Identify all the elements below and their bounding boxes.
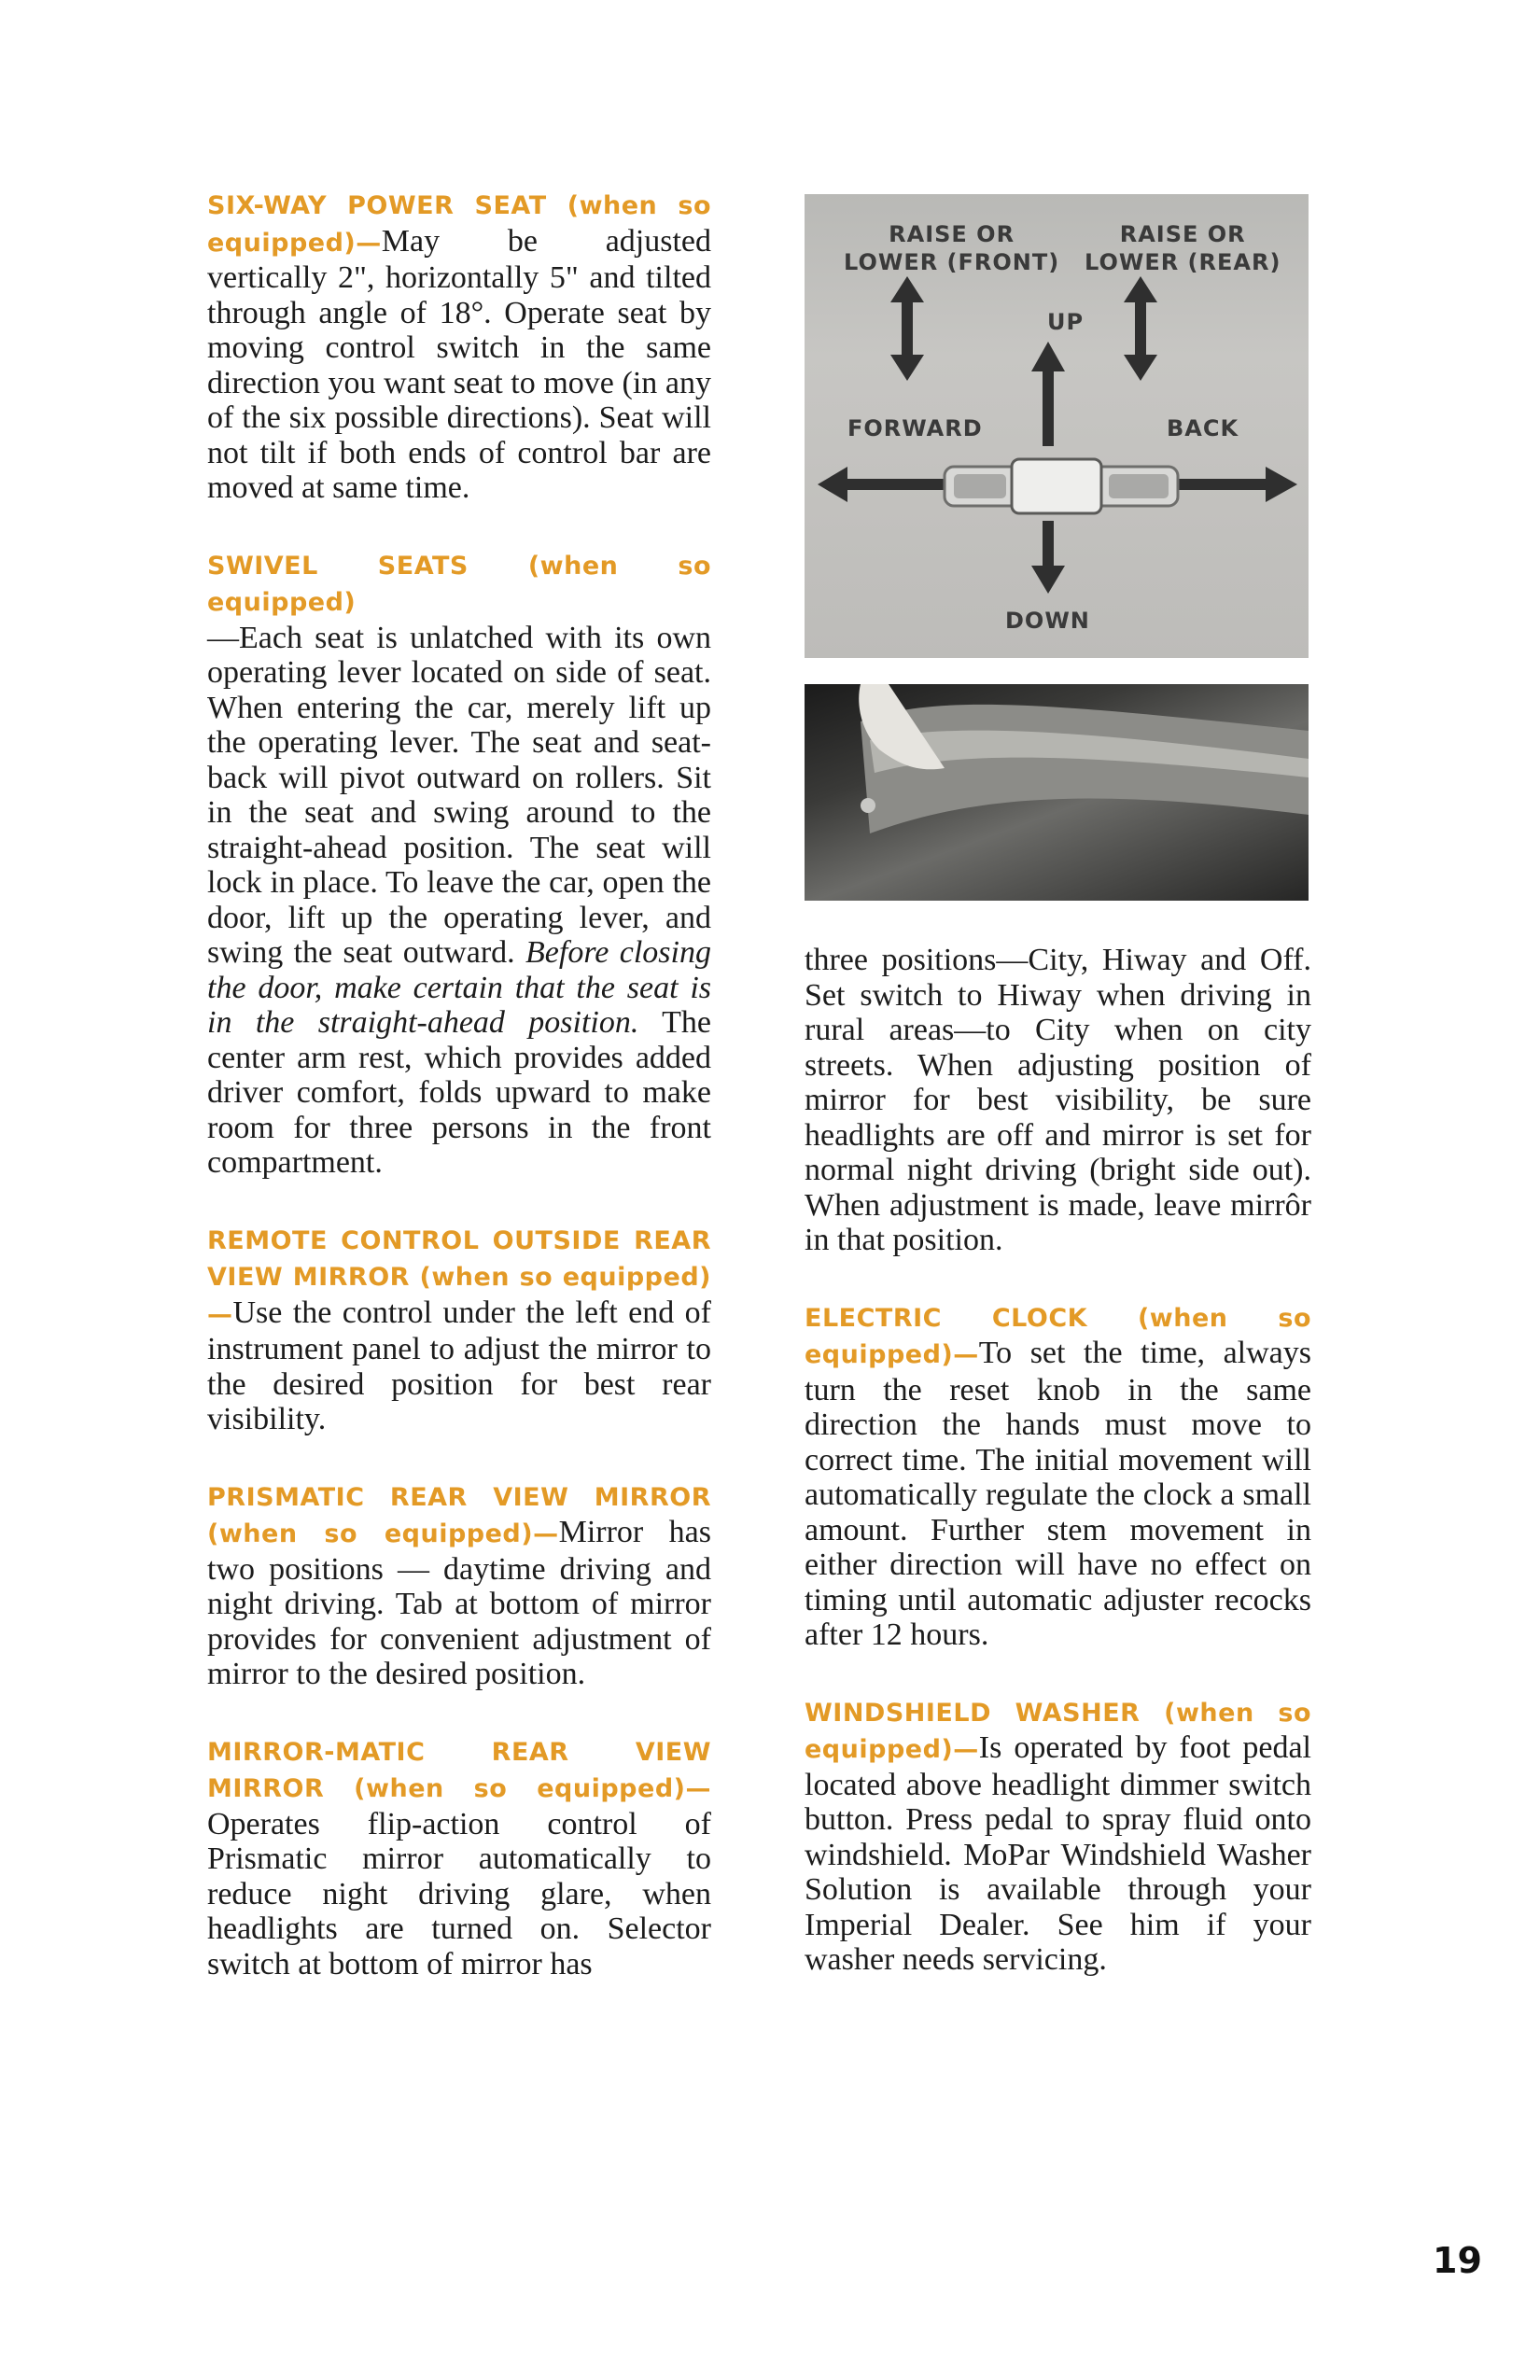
mirrormatic-section xyxy=(207,1733,711,1982)
remote-mirror-section xyxy=(207,1222,711,1437)
swivel-heading: SWIVEL SEATS (when so equipped) xyxy=(207,551,711,617)
mirrormatic-heading: MIRROR-MATIC REAR VIEW MIRROR (when so equipped)— xyxy=(207,1737,711,1803)
label-raise-front: RAISE OR LOWER (FRONT) xyxy=(844,221,1060,275)
prismatic-heading: PRISMATIC REAR VIEW MIRROR (when so equipped)— xyxy=(207,1482,711,1548)
label-back: BACK xyxy=(1167,415,1239,441)
clock-heading: ELECTRIC CLOCK (when so equipped)— xyxy=(805,1303,1311,1369)
up-arrow-icon xyxy=(1031,342,1065,446)
front-up-down-arrow-icon xyxy=(890,276,924,381)
mirrormatic-body: Operates flip-action control of Prismatic mirror automatically to reduce night driving glare, when headlights are turned on. Selector switch at bottom of mirror has xyxy=(207,1806,711,1981)
mirrormatic-continued-text: three positions—City, Hiway and Off. Set switch to Hiway when driving in rural areas—to City when on city streets. When adjusting position of mirror for best visibility, be sure headlights are off and mirror is set for normal night driving (bright side out). When adjustment is made, leave mirrôr in that position. xyxy=(805,943,1311,1257)
right-column xyxy=(805,943,1311,2019)
label-up: UP xyxy=(1047,309,1085,335)
prismatic-mirror-section xyxy=(207,1478,711,1692)
clock-body: To set the time, always turn the reset knob in the same direction the hands must move to correct time. The initial movement will automatically regulate the clock a small amount. Further stem movement in either direction will have no effect on timing until automatic adjuster recocks after 12 hours. xyxy=(805,1336,1311,1652)
windshield-washer-section xyxy=(805,1694,1311,1978)
rear-up-down-arrow-icon xyxy=(1124,276,1157,381)
seat-control-switch-icon xyxy=(945,459,1178,513)
left-column xyxy=(207,187,711,2023)
power-seat-diagram xyxy=(805,194,1309,658)
swivel-seat-photo xyxy=(805,684,1309,901)
six-way-body: May be adjusted vertically 2", horizontally 5" and tilted through angle of 18°. Operate seat by moving control switch in the same direction you want seat to move (in any of the six possible directions). Seat will not tilt if both ends of control bar are moved at same time. xyxy=(207,223,711,505)
electric-clock-section xyxy=(805,1299,1311,1653)
remote-body: Use the control under the left end of instrument panel to adjust the mirror to the desired position for best rear visibility. xyxy=(207,1295,711,1436)
washer-heading: WINDSHIELD WASHER (when so equipped)— xyxy=(805,1698,1311,1764)
hand-on-lever-image xyxy=(805,684,1309,901)
six-way-heading: SIX-WAY POWER SEAT (when so equipped)— xyxy=(207,191,711,258)
label-down: DOWN xyxy=(1005,608,1090,634)
swivel-italic-note: Before closing the door, make certain that the seat is in the straight-ahead position. xyxy=(207,935,711,1040)
label-forward: FORWARD xyxy=(847,415,983,441)
page-number: 19 xyxy=(1433,2240,1482,2281)
back-arrow-icon xyxy=(1178,467,1297,502)
prismatic-body: Mirror has two positions — daytime driving and night driving. Tab at bottom of mirror provides for convenient adjustment of mirror to the desired position. xyxy=(207,1515,711,1691)
label-raise-rear: RAISE OR LOWER (REAR) xyxy=(1085,221,1281,275)
forward-arrow-icon xyxy=(818,467,945,502)
swivel-body-2: The center arm rest, which provides added driver comfort, folds upward to make room for three persons in the front compartment. xyxy=(207,1005,711,1180)
seat-arrows-graphic xyxy=(805,194,1309,658)
swivel-body: —Each seat is unlatched with its own operating lever located on side of seat. When entering the car, merely lift up the operating lever. The seat and seat-back will pivot outward on rollers. Sit in the seat and swing around to the straight-ahead position. The seat will lock in place. To leave the car, open the door, lift up the operating lever, and swing the seat outward. xyxy=(207,620,711,970)
down-arrow-icon xyxy=(1031,521,1065,594)
remote-heading: REMOTE CONTROL OUTSIDE REAR VIEW MIRROR (when so equipped)— xyxy=(207,1225,711,1329)
mirrormatic-continued-section xyxy=(805,943,1311,1258)
swivel-seats-section xyxy=(207,547,711,1181)
washer-body: Is operated by foot pedal located above headlight dimmer switch button. Press pedal to spray fluid onto windshield. MoPar Windshield Washer Solution is available through your Imperial Dealer. See him if your washer needs servicing. xyxy=(805,1730,1311,1977)
six-way-power-seat-section xyxy=(207,187,711,506)
